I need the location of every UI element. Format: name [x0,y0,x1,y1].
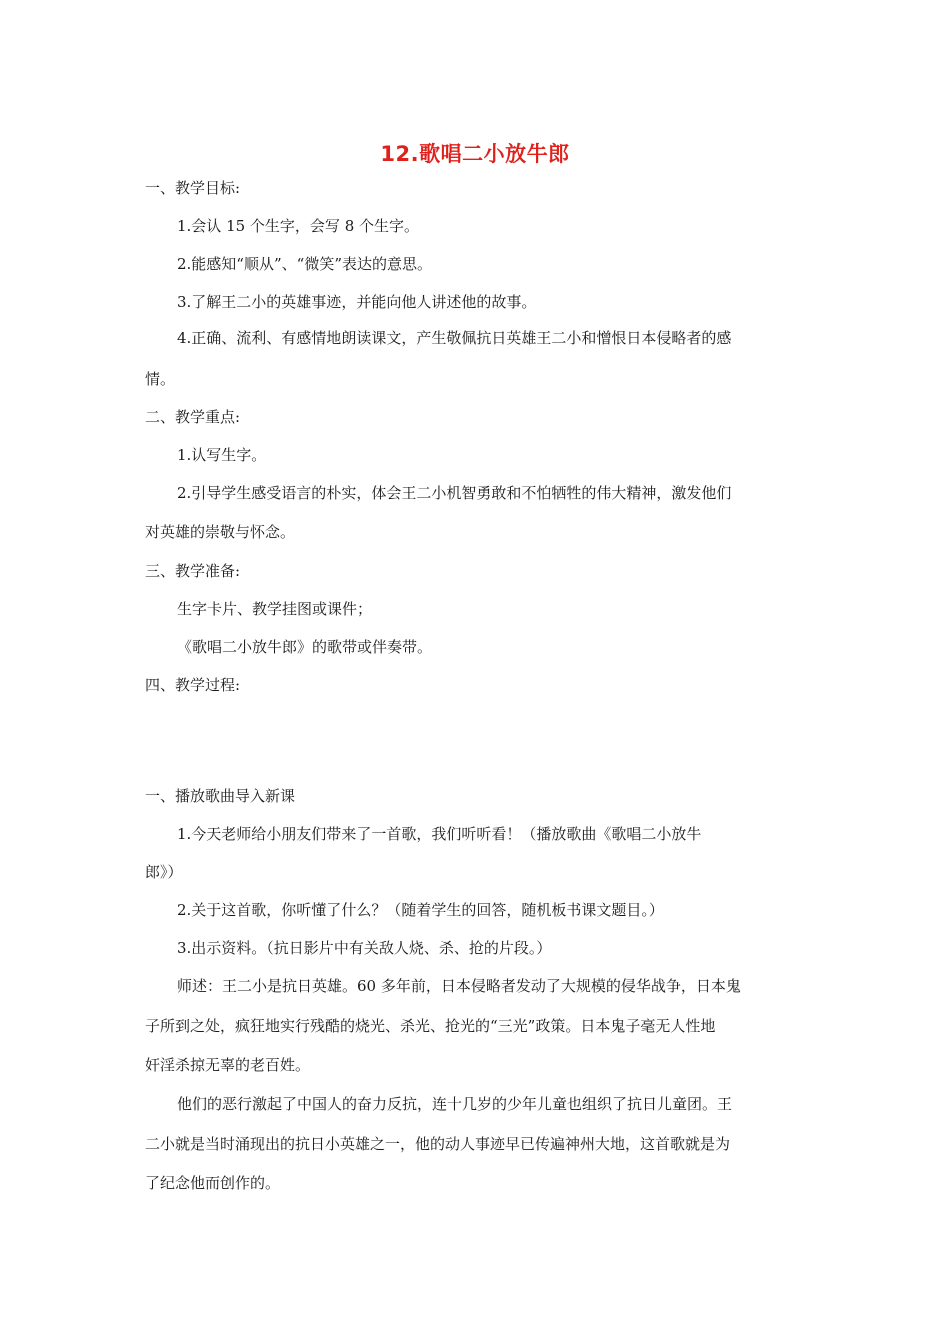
section-heading-preparation: 三、教学准备: [145,562,241,580]
key-point-2-line-1: 2.引导学生感受语言的朴实，体会王二小机智勇敢和不怕牺牲的伟大精神，激发他们 [177,484,732,502]
narration-2-line-1: 他们的恶行激起了中国人的奋力反抗，连十几岁的少年儿童也组织了抗日儿童团。王 [177,1095,733,1113]
goal-item-1: 1.会认 15 个生字，会写 8 个生字。 [177,217,420,235]
narration-1-line-3: 奸淫杀掠无辜的老百姓。 [145,1056,311,1074]
step-1-line-1: 1.今天老师给小朋友们带来了一首歌，我们听听看！（播放歌曲《歌唱二小放牛 [177,825,702,843]
lesson-title: 12.歌唱二小放牛郎 [380,142,570,166]
narration-1-line-1: 师述：王二小是抗日英雄。60 多年前，日本侵略者发动了大规模的侵华战争，日本鬼 [177,977,741,995]
step-heading-intro: 一、播放歌曲导入新课 [145,787,296,805]
key-point-1: 1.认写生字。 [177,446,267,464]
step-2: 2.关于这首歌，你听懂了什么？（随着学生的回答，随机板书课文题目。） [177,901,664,919]
goal-item-2: 2.能感知“顺从”、“微笑”表达的意思。 [177,255,432,273]
step-1-line-2: 郎》） [145,863,183,881]
narration-2-line-3: 了纪念他而创作的。 [145,1174,281,1192]
section-heading-goals: 一、教学目标: [145,179,241,197]
preparation-item-1: 生字卡片、教学挂图或课件； [177,600,373,618]
key-point-2-line-2: 对英雄的崇敬与怀念。 [145,523,296,541]
step-3: 3.出示资料。（抗日影片中有关敌人烧、杀、抢的片段。） [177,939,552,957]
goal-item-4-line-2: 情。 [145,370,176,388]
section-heading-process: 四、教学过程: [145,676,241,694]
goal-item-3: 3.了解王二小的英雄事迹，并能向他人讲述他的故事。 [177,293,537,311]
narration-2-line-2: 二小就是当时涌现出的抗日小英雄之一，他的动人事迹早已传遍神州大地，这首歌就是为 [145,1135,731,1153]
goal-item-4-line-1: 4.正确、流利、有感情地朗读课文，产生敬佩抗日英雄王二小和憎恨日本侵略者的感 [177,329,732,347]
section-heading-key-points: 二、教学重点: [145,408,241,426]
narration-1-line-2: 子所到之处，疯狂地实行残酷的烧光、杀光、抢光的“三光”政策。日本鬼子毫无人性地 [145,1017,716,1035]
preparation-item-2: 《歌唱二小放牛郎》的歌带或伴奏带。 [177,638,433,656]
